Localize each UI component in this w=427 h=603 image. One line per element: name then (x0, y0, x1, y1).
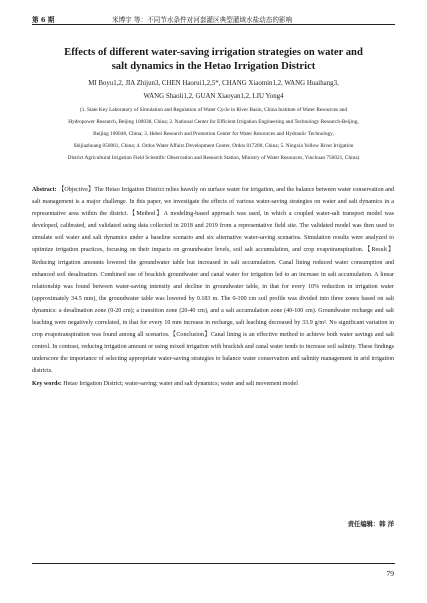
title-line: Effects of different water-saving irrigation strategies on water and (64, 47, 363, 58)
affiliation-line: District Agricultural Irrigation Field Scientific Observation and Research Station, Ministry of Water Resources, Yinchuan 750021, China) (67, 155, 360, 161)
affiliation-line: Hydropower Research, Beijing 100038, China; 2. National Center for Efficient Irrigation Engineering and Technology Research-Beijing, (68, 119, 359, 125)
issue-number: 第 6 期 (32, 16, 55, 24)
affiliation-line: (1. State Key Laboratory of Simulation and Regulation of Water Cycle in River Basin, China Institute of Water Resources and (79, 107, 348, 113)
keywords-label: Key words: (32, 380, 62, 387)
header-rule (32, 24, 395, 25)
article-title (38, 46, 389, 74)
page-number: 79 (386, 569, 394, 578)
title-line: salt dynamics in the Hetao Irrigation District (111, 61, 316, 72)
editor-line: 责任编辑：韩 洋 (347, 521, 394, 528)
author-list (38, 77, 389, 103)
affiliation-line: Shijiazhuang 050061, China; 4. Ordos Water Affairs Development Center, Ordos 017200, China; 5. Ningxia Yellow River Irrigation (73, 143, 354, 149)
keywords-paragraph (32, 378, 394, 390)
author-line: WANG Shaoli1,2, GUAN Xiaoyan1,2, LIU Yong4 (143, 93, 284, 100)
affiliations (50, 104, 377, 164)
footer-rule (32, 563, 395, 564)
affiliation-line: Beijing 100048, China; 3. Hebei Research and Promotion Center for Water Resources and Hydraulic Technology, (93, 131, 334, 137)
abstract-label: Abstract: (32, 187, 57, 193)
running-title: 米博宇 等：不同节水条件对河套灌区典型灌域水盐动态的影响 (112, 16, 293, 24)
abstract-paragraph (32, 184, 394, 378)
running-header (32, 11, 395, 25)
abstract-text: 【Objective】The Hetao Irrigation District relies heavily on surface water for irrigation, and the balance between water conservation and salt management is a major challenge. In this paper, we investigate the effects of various water-saving strategies on water and salt dynamics in a representative area within the district.【Method】A modeling-based approach was used, in which a coupled water-salt transport model was developed, calibrated, and validated using data collected in 2018 and 2019 from a representative field site. The validated model was then used to simulate soil water and salt dynamics under a baseline scenario and six alternative water-saving scenarios. Simulation results were analyzed to optimize irrigation practices, focusing on their impacts on groundwater levels, soil salt accumulation, and crop evapotranspiration.【Result】Reducing irrigation amounts lowered the groundwater table but increased in salt accumulation. Canal lining reduced water consumption and enhanced soil desalination. Combined use of brackish groundwater and canal water for irrigation led to an increase in salt accumulation. A linear relationship was found between water-saving intensity and decline in groundwater table, in that for every 10% reduction in irrigation water (approximately 34.5 mm), the groundwater table was lowered by 0.183 m. The 0-100 cm soil profile was divided into three zones based on salt dynamics: a desalination zone (0-20 cm); a transition zone (20-40 cm), and a salt accumulation zone (40-100 cm). Groundwater recharge and salt leaching were negatively correlated, in that for every 10 mm increase in recharge, salt leaching decreased by 33.9 g/m². No significant variation in crop evapotranspiration was found among all scenarios.【Conclusion】Canal lining is an effective method to achieve both water savings and salt control. In contrast, reducing irrigation amount or using mixed irrigation with brackish and canal water tends to increase soil salinity. These findings underscore the importance of selecting appropriate water-saving strategies to balance water conservation and salinity management in arid irrigation districts. (32, 187, 395, 375)
abstract-block (32, 184, 394, 390)
author-line: MI Boyu1,2, JIA Zhijun3, CHEN Haorui1,2,5*, CHANG Xiaomin1,2, WANG Huaihang3, (88, 80, 339, 87)
keywords-text: Hetao Irrigation District; water-saving; water and salt dynamics; water and salt movement model (63, 380, 298, 387)
